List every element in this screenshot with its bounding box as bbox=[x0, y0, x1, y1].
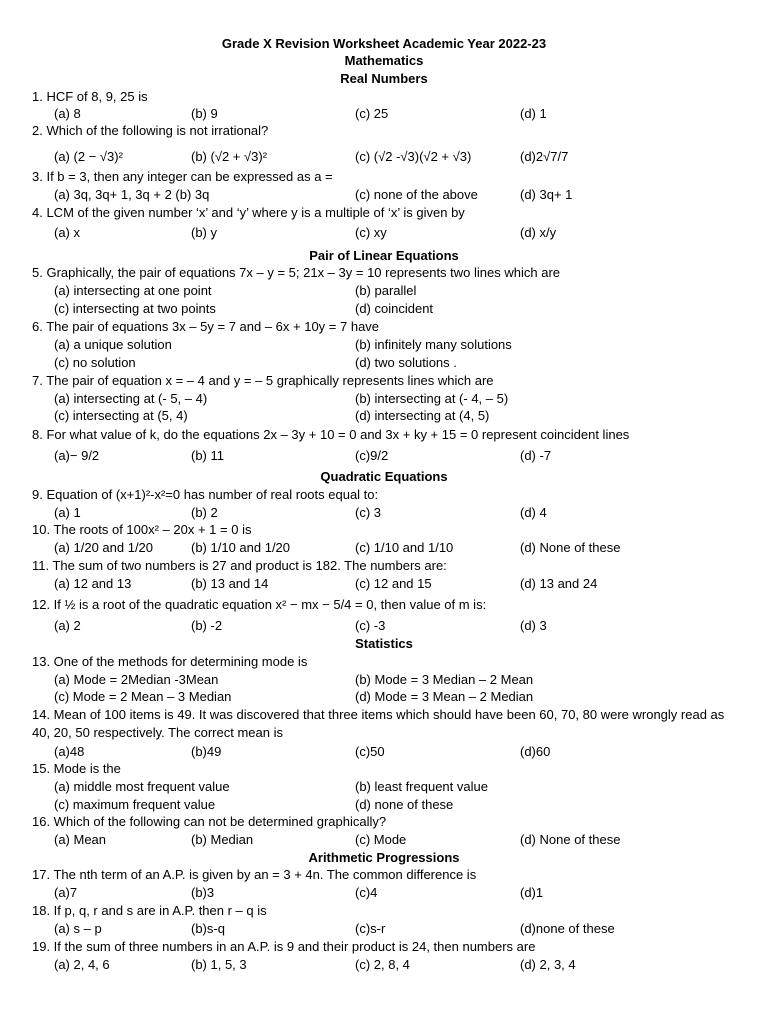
q12-option-d: (d) 3 bbox=[520, 618, 547, 633]
q9-option-b: (b) 2 bbox=[191, 505, 218, 520]
q8-option-d: (d) -7 bbox=[520, 448, 552, 463]
q18-option-b: (b)s-q bbox=[191, 921, 225, 936]
q11-option-a: (a) 12 and 13 bbox=[54, 576, 132, 591]
q3-option-c: (c) none of the above bbox=[355, 187, 478, 202]
question-9: 9. Equation of (x+1)²-x²=0 has number of real roots equal to: bbox=[32, 487, 379, 502]
section-heading-linear-equations: Pair of Linear Equations bbox=[309, 248, 459, 263]
question-19: 19. If the sum of three numbers in an A.P. is 9 and their product is 24, then numbers are bbox=[32, 939, 536, 954]
q9-option-d: (d) 4 bbox=[520, 505, 547, 520]
q11-option-b: (b) 13 and 14 bbox=[191, 576, 269, 591]
q14-option-a: (a)48 bbox=[54, 744, 85, 759]
q5-option-d: (d) coincident bbox=[355, 301, 434, 316]
q16-option-c: (c) Mode bbox=[355, 832, 407, 847]
section-heading-statistics: Statistics bbox=[355, 636, 413, 651]
question-4: 4. LCM of the given number ‘x’ and ‘y’ where y is a multiple of ‘x’ is given by bbox=[32, 205, 465, 220]
section-heading-quadratic-equations: Quadratic Equations bbox=[320, 469, 448, 484]
q1-option-d: (d) 1 bbox=[520, 106, 547, 121]
q10-option-c: (c) 1/10 and 1/10 bbox=[355, 540, 454, 555]
question-11: 11. The sum of two numbers is 27 and product is 182. The numbers are: bbox=[32, 558, 447, 573]
q2-option-c: (c) (√2 -√3)(√2 + √3) bbox=[355, 149, 472, 164]
question-7: 7. The pair of equation x = – 4 and y = – 5 graphically represents lines which are bbox=[32, 373, 494, 388]
q12-option-a: (a) 2 bbox=[54, 618, 81, 633]
q11-option-d: (d) 13 and 24 bbox=[520, 576, 598, 591]
question-18: 18. If p, q, r and s are in A.P. then r – q is bbox=[32, 903, 267, 918]
q9-option-c: (c) 3 bbox=[355, 505, 381, 520]
q12-option-c: (c) -3 bbox=[355, 618, 386, 633]
q17-option-c: (c)4 bbox=[355, 885, 378, 900]
q14-option-b: (b)49 bbox=[191, 744, 222, 759]
question-16: 16. Which of the following can not be determined graphically? bbox=[32, 814, 387, 829]
q18-option-d: (d)none of these bbox=[520, 921, 615, 936]
q3-option-ab: (a) 3q, 3q+ 1, 3q + 2 (b) 3q bbox=[54, 187, 210, 202]
q9-option-a: (a) 1 bbox=[54, 505, 81, 520]
question-6: 6. The pair of equations 3x – 5y = 7 and – 6x + 10y = 7 have bbox=[32, 319, 380, 334]
q10-option-d: (d) None of these bbox=[520, 540, 621, 555]
q10-option-a: (a) 1/20 and 1/20 bbox=[54, 540, 154, 555]
q19-option-d: (d) 2, 3, 4 bbox=[520, 957, 576, 972]
q6-option-a: (a) a unique solution bbox=[54, 337, 172, 352]
question-10: 10. The roots of 100x² – 20x + 1 = 0 is bbox=[32, 522, 252, 537]
q17-option-d: (d)1 bbox=[520, 885, 544, 900]
question-8: 8. For what value of k, do the equations 2x – 3y + 10 = 0 and 3x + ky + 15 = 0 represent coincident lines bbox=[32, 427, 630, 442]
q18-option-a: (a) s – p bbox=[54, 921, 102, 936]
question-17: 17. The nth term of an A.P. is given by an = 3 + 4n. The common difference is bbox=[32, 867, 477, 882]
q14-option-d: (d)60 bbox=[520, 744, 551, 759]
q7-option-b: (b) intersecting at (- 4, – 5) bbox=[355, 391, 509, 406]
question-5: 5. Graphically, the pair of equations 7x – y = 5; 21x – 3y = 10 represents two lines which are bbox=[32, 265, 560, 280]
q13-option-a: (a) Mode = 2Median -3Mean bbox=[54, 672, 219, 687]
question-14: 14. Mean of 100 items is 49. It was discovered that three items which should have been 60, 70, 80 were wrongly read as 40, 20, 50 respectively. The correct mean is bbox=[32, 707, 725, 740]
question-12: 12. If ½ is a root of the quadratic equation x² − mx − 5/4 = 0, then value of m is: bbox=[32, 597, 487, 612]
q7-option-d: (d) intersecting at (4, 5) bbox=[355, 408, 490, 423]
q13-option-c: (c) Mode = 2 Mean – 3 Median bbox=[54, 689, 232, 704]
q19-option-c: (c) 2, 8, 4 bbox=[355, 957, 410, 972]
worksheet-title: Grade X Revision Worksheet Academic Year 2022-23 bbox=[221, 36, 547, 51]
q5-option-c: (c) intersecting at two points bbox=[54, 301, 216, 316]
q7-option-c: (c) intersecting at (5, 4) bbox=[54, 408, 188, 423]
q15-option-d: (d) none of these bbox=[355, 797, 454, 812]
q15-option-c: (c) maximum frequent value bbox=[54, 797, 216, 812]
q4-option-a: (a) x bbox=[54, 225, 80, 240]
q19-option-b: (b) 1, 5, 3 bbox=[191, 957, 247, 972]
q15-option-b: (b) least frequent value bbox=[355, 779, 488, 794]
question-1: 1. HCF of 8, 9, 25 is bbox=[32, 89, 148, 104]
q17-option-b: (b)3 bbox=[191, 885, 215, 900]
q6-option-b: (b) infinitely many solutions bbox=[355, 337, 512, 352]
q2-option-d: (d)2√7/7 bbox=[520, 149, 569, 164]
q12-option-b: (b) -2 bbox=[191, 618, 223, 633]
q13-option-d: (d) Mode = 3 Mean – 2 Median bbox=[355, 689, 534, 704]
question-13: 13. One of the methods for determining mode is bbox=[32, 654, 308, 669]
question-3: 3. If b = 3, then any integer can be expressed as a = bbox=[32, 169, 333, 184]
q10-option-b: (b) 1/10 and 1/20 bbox=[191, 540, 291, 555]
q4-option-d: (d) x/y bbox=[520, 225, 557, 240]
q6-option-c: (c) no solution bbox=[54, 355, 136, 370]
q13-option-b: (b) Mode = 3 Median – 2 Mean bbox=[355, 672, 534, 687]
q17-option-a: (a)7 bbox=[54, 885, 78, 900]
q4-option-c: (c) xy bbox=[355, 225, 387, 240]
section-heading-arithmetic-progressions: Arithmetic Progressions bbox=[308, 850, 460, 865]
q8-option-c: (c)9/2 bbox=[355, 448, 389, 463]
q8-option-a: (a)− 9/2 bbox=[54, 448, 100, 463]
question-2: 2. Which of the following is not irrational? bbox=[32, 123, 269, 138]
q14-option-c: (c)50 bbox=[355, 744, 385, 759]
q11-option-c: (c) 12 and 15 bbox=[355, 576, 432, 591]
q4-option-b: (b) y bbox=[191, 225, 217, 240]
q2-option-a: (a) (2 − √3)² bbox=[54, 149, 123, 164]
q2-option-b: (b) (√2 + √3)² bbox=[191, 149, 268, 164]
q1-option-c: (c) 25 bbox=[355, 106, 389, 121]
q1-option-b: (b) 9 bbox=[191, 106, 218, 121]
q19-option-a: (a) 2, 4, 6 bbox=[54, 957, 110, 972]
q15-option-a: (a) middle most frequent value bbox=[54, 779, 230, 794]
q5-option-b: (b) parallel bbox=[355, 283, 417, 298]
question-15: 15. Mode is the bbox=[32, 761, 121, 776]
q5-option-a: (a) intersecting at one point bbox=[54, 283, 212, 298]
q16-option-b: (b) Median bbox=[191, 832, 254, 847]
q18-option-c: (c)s-r bbox=[355, 921, 386, 936]
q1-option-a: (a) 8 bbox=[54, 106, 81, 121]
q16-option-a: (a) Mean bbox=[54, 832, 107, 847]
subject-heading: Mathematics bbox=[344, 53, 424, 68]
q7-option-a: (a) intersecting at (- 5, – 4) bbox=[54, 391, 208, 406]
q8-option-b: (b) 11 bbox=[191, 448, 224, 463]
q3-option-d: (d) 3q+ 1 bbox=[520, 187, 573, 202]
q6-option-d: (d) two solutions . bbox=[355, 355, 457, 370]
q16-option-d: (d) None of these bbox=[520, 832, 621, 847]
section-heading-real-numbers: Real Numbers bbox=[340, 71, 428, 86]
